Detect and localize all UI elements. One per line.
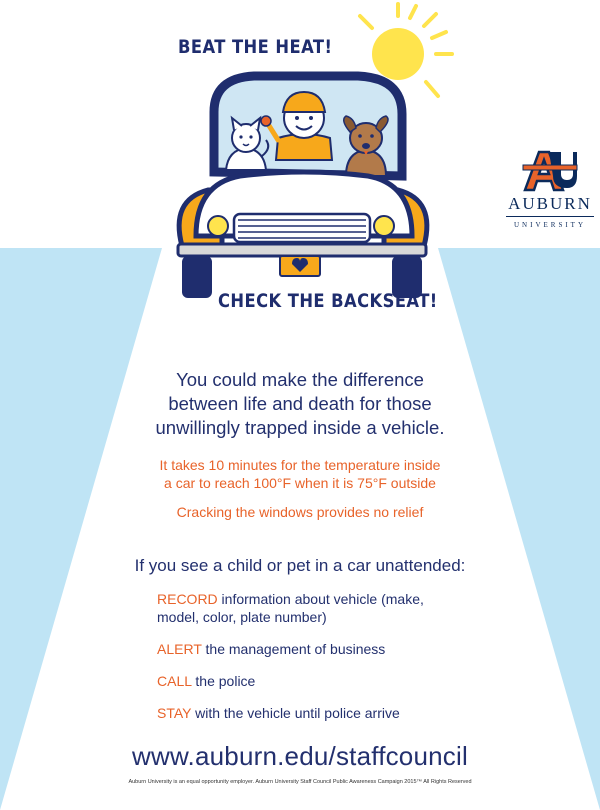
lead-line: unwillingly trapped inside a vehicle. bbox=[155, 417, 445, 438]
step-keyword: RECORD bbox=[157, 591, 218, 607]
fact-line: It takes 10 minutes for the temperature inside bbox=[159, 457, 441, 473]
step-record bbox=[157, 590, 424, 608]
step-text: the police bbox=[191, 673, 256, 689]
step-keyword: ALERT bbox=[157, 641, 202, 657]
fact-temperature bbox=[0, 456, 600, 492]
step-text: with the vehicle until police arrive bbox=[191, 705, 400, 721]
lead-line: between life and death for those bbox=[168, 393, 432, 414]
step-record-continuation: model, color, plate number) bbox=[157, 609, 327, 625]
step-alert bbox=[157, 640, 385, 658]
lead-line: You could make the difference bbox=[176, 369, 424, 390]
step-text: information about vehicle (make, bbox=[217, 591, 424, 607]
step-text: the management of business bbox=[201, 641, 386, 657]
fact-line: a car to reach 100°F when it is 75°F outside bbox=[164, 475, 436, 491]
website-url[interactable]: www.auburn.edu/staffcouncil bbox=[132, 741, 468, 771]
lead-paragraph bbox=[0, 368, 600, 440]
step-keyword: STAY bbox=[157, 705, 192, 721]
logo-subtitle: UNIVERSITY bbox=[514, 221, 586, 229]
instructions-heading: If you see a child or pet in a car unattended: bbox=[134, 556, 466, 575]
step-stay bbox=[157, 704, 400, 722]
headline-check-the-backseat: CHECK THE BACKSEAT! bbox=[218, 290, 438, 312]
footer-disclaimer: Auburn University is an equal opportunity employer. Auburn University Staff Council Public Awareness Campaign 2015™ All Rights Reserved bbox=[128, 779, 472, 785]
logo-wordmark: AUBURN bbox=[508, 194, 592, 213]
fact-windows: Cracking the windows provides no relief bbox=[176, 504, 424, 520]
step-keyword: CALL bbox=[157, 673, 192, 689]
step-call bbox=[157, 672, 255, 690]
headline-beat-the-heat: BEAT THE HEAT! bbox=[178, 36, 333, 58]
au-monogram-icon bbox=[521, 148, 579, 192]
auburn-university-logo bbox=[500, 148, 600, 229]
